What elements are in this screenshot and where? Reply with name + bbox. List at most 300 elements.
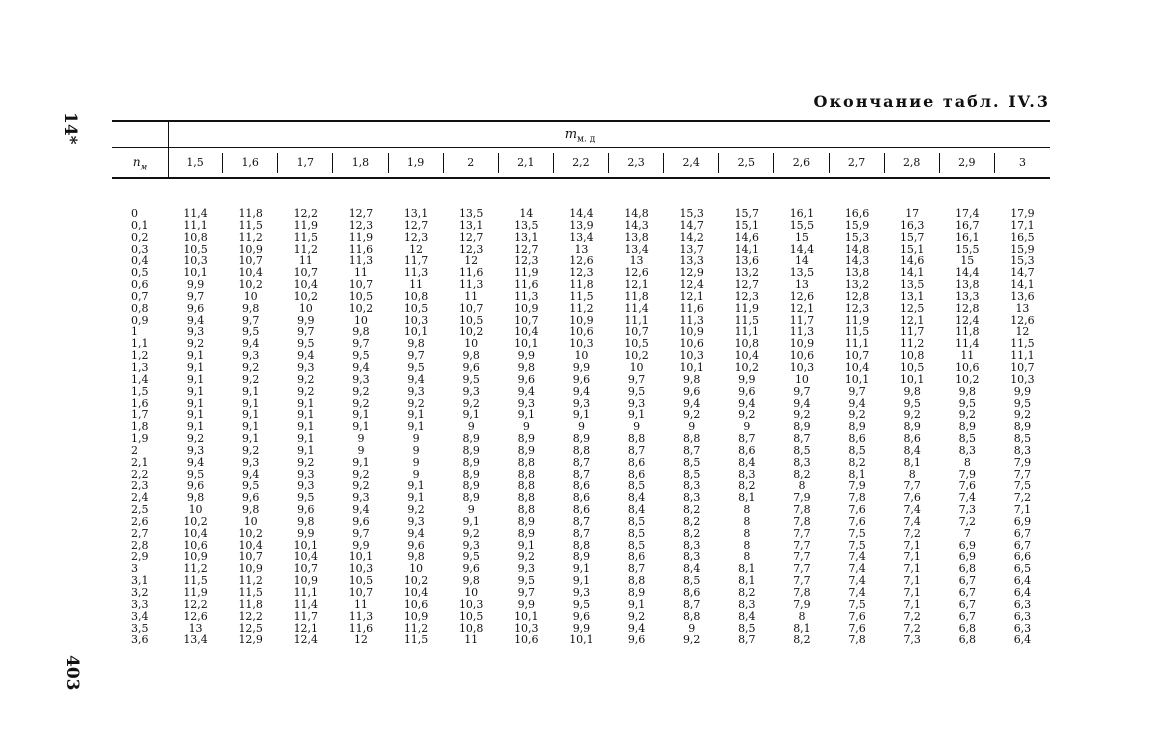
table-cell: 10,7 (293, 562, 319, 576)
table-cell: 12,1 (624, 278, 649, 292)
table-cell: 13,5 (514, 218, 539, 232)
table-cell: 8,1 (793, 621, 811, 635)
table-cell: 15,3 (844, 230, 870, 244)
m-value-header: 2,5 (719, 153, 774, 173)
table-cell: 13,5 (789, 266, 815, 280)
table-cell: 11,2 (403, 621, 429, 635)
table-cell: 9,8 (462, 574, 480, 588)
table-cell: 6,9 (1013, 514, 1032, 528)
table-cell: 10,5 (899, 360, 925, 374)
table-cell: 8,6 (627, 550, 646, 564)
table-cell: 16,6 (844, 207, 870, 220)
table-cell: 11,9 (844, 313, 870, 327)
table-cell: 11,8 (238, 207, 263, 220)
m-value-header: 3 (1018, 156, 1026, 169)
table-cell: 12,7 (514, 242, 539, 256)
table-cell: 10,6 (789, 349, 815, 363)
table-cell: 8,9 (517, 526, 536, 540)
table-cell: 7,5 (848, 597, 866, 611)
table-cell: 9,8 (297, 514, 315, 528)
table-cell: 10,3 (514, 621, 539, 635)
table-cell: 9 (467, 420, 475, 434)
table-cell: 7,1 (903, 597, 921, 611)
table-cell: 9,2 (407, 503, 425, 517)
row-n-value: 2,8 (131, 538, 149, 552)
table-cell: 9,3 (241, 455, 260, 469)
table-cell: 10,2 (624, 349, 649, 363)
table-cell: 8,7 (793, 432, 811, 446)
table-cell: 7,2 (1013, 491, 1032, 505)
table-cell: 9,2 (462, 526, 480, 540)
table-cell: 9,4 (572, 384, 591, 398)
table-cell: 7,5 (848, 526, 866, 540)
table-cell: 6,7 (958, 586, 977, 599)
row-n-value: 0,8 (131, 301, 149, 315)
table-cell: 14,7 (679, 218, 704, 232)
table-cell: 9,8 (517, 360, 536, 374)
table-cell: 9,3 (241, 349, 260, 363)
row-n-value: 2,4 (131, 491, 149, 505)
table-cell: 9,2 (462, 396, 480, 410)
table-cell: 12,6 (1010, 313, 1035, 327)
table-cell: 10,1 (514, 609, 539, 623)
table-cell: 9,1 (186, 408, 205, 422)
table-cell: 8,2 (682, 514, 701, 528)
table-cell: 10,1 (569, 633, 594, 647)
table-cell: 10,2 (238, 278, 263, 292)
table-cell: 7 (963, 526, 971, 540)
table-cell: 11 (960, 349, 975, 363)
table-cell: 9,3 (627, 396, 646, 410)
table-cell: 10 (243, 289, 258, 303)
table-cell: 9,9 (297, 313, 315, 327)
table-cell: 8,3 (738, 467, 756, 481)
table-cell: 11,5 (569, 289, 594, 303)
table-cell: 13,3 (679, 254, 704, 268)
table-row (112, 516, 1050, 528)
table-cell: 12,6 (789, 289, 815, 303)
table-cell: 8,5 (958, 432, 977, 446)
table-cell: 9,9 (572, 360, 591, 374)
table-cell: 8,8 (517, 491, 536, 505)
table-cell: 9,1 (186, 384, 205, 398)
table-cell: 9,4 (627, 621, 646, 635)
table-cell: 8,4 (903, 443, 921, 457)
table-cell: 8,9 (462, 479, 480, 493)
table-cell: 9,5 (241, 325, 260, 339)
table-cell: 9 (357, 432, 365, 446)
row-n-value: 0,5 (131, 266, 149, 280)
table-cell: 9,1 (462, 408, 480, 422)
table-cell: 11,3 (348, 609, 374, 623)
table-cell: 10,7 (458, 301, 484, 315)
m-value-header: 2,8 (885, 153, 940, 173)
table-cell: 10 (353, 313, 368, 327)
table-cell: 17,9 (1010, 207, 1035, 220)
table-cell: 13,4 (183, 633, 208, 647)
table-cell: 11,3 (789, 325, 815, 339)
row-n-value: 3,6 (131, 633, 149, 647)
table-cell: 9,7 (517, 586, 536, 599)
table-cell: 12,3 (348, 218, 374, 232)
n-symbol: n (132, 155, 141, 169)
table-cell: 10,7 (293, 266, 319, 280)
table-cell: 10,1 (293, 538, 319, 552)
table-cell: 9 (412, 432, 420, 446)
table-cell: 9,6 (297, 503, 315, 517)
table-cell: 9,9 (517, 349, 536, 363)
table-cell: 8 (743, 538, 751, 552)
table-cell: 10,2 (403, 574, 429, 588)
table-cell: 9,5 (297, 337, 315, 351)
table-cell: 16,3 (899, 218, 925, 232)
table-cell: 8,9 (462, 443, 480, 457)
table-cell: 10,8 (899, 349, 925, 363)
table-cell: 9,7 (352, 337, 370, 351)
table-cell: 9,3 (186, 443, 205, 457)
table-cell: 9 (688, 621, 696, 635)
table-cell: 9,8 (186, 491, 205, 505)
table-cell: 8,1 (848, 467, 866, 481)
table-cell: 9,3 (462, 384, 480, 398)
table-cell: 8,6 (848, 432, 866, 446)
table-cell: 9,1 (186, 360, 205, 374)
table-cell: 11,5 (844, 325, 870, 339)
table-cell: 11,7 (293, 609, 319, 623)
table-cell: 14,6 (899, 254, 925, 268)
table-cell: 9,3 (462, 538, 480, 552)
table-cell: 9,5 (297, 491, 315, 505)
table-cell: 10,8 (183, 230, 208, 244)
table-cell: 8,1 (738, 574, 756, 588)
m-subscript: м. д (577, 134, 596, 145)
table-cell: 8,7 (572, 455, 591, 469)
table-cell: 8,8 (682, 609, 701, 623)
table-cell: 9,5 (1013, 396, 1032, 410)
table-cell: 12,7 (458, 230, 484, 244)
table-cell: 11,7 (899, 325, 925, 339)
m-value-headers (168, 153, 1050, 173)
row-n-value: 1,6 (131, 396, 149, 410)
row-n-value: 3,5 (131, 621, 149, 635)
table-cell: 9,5 (627, 384, 646, 398)
table-cell: 8,3 (738, 597, 756, 611)
table-cell: 9,5 (462, 372, 480, 386)
table-cell: 13,7 (679, 242, 704, 256)
table-cell: 9,3 (517, 396, 536, 410)
table-cell: 11,2 (899, 337, 925, 351)
table-cell: 11 (464, 289, 479, 303)
table-cell: 8,6 (682, 586, 701, 599)
m-value-header: 2,3 (609, 153, 664, 173)
table-cell: 8,9 (517, 443, 536, 457)
table-cell: 10 (409, 562, 424, 576)
table-cell: 10,7 (238, 550, 263, 564)
table-cell: 9,2 (517, 550, 536, 564)
row-n-value: 1,1 (131, 337, 149, 351)
table-cell: 8,5 (627, 526, 646, 540)
table-cell: 7,1 (903, 562, 921, 576)
table-cell: 10,4 (293, 550, 319, 564)
table-cell: 7,1 (1013, 503, 1032, 517)
table-cell: 8 (743, 503, 751, 517)
table-cell: 9,6 (352, 514, 370, 528)
table-cell: 12,3 (844, 301, 870, 315)
row-n-value: 3,4 (131, 609, 149, 623)
table-cell: 9 (688, 420, 696, 434)
table-row (112, 599, 1050, 611)
table-cell: 9,7 (241, 313, 260, 327)
table-cell: 16,7 (955, 218, 980, 232)
table-cell: 6,8 (958, 633, 977, 647)
table-cell: 6,7 (1013, 538, 1032, 552)
table-cell: 8,7 (682, 443, 701, 457)
table-cell: 12,3 (403, 230, 429, 244)
table-cell: 9,5 (903, 396, 921, 410)
row-n-value: 0 (131, 207, 138, 220)
table-cell: 8,8 (627, 432, 646, 446)
row-n-value: 3,2 (131, 586, 149, 599)
table-cell: 13,4 (569, 230, 594, 244)
table-cell: 8,8 (517, 455, 536, 469)
table-cell: 6,7 (958, 609, 977, 623)
table-cell: 8,7 (738, 633, 756, 647)
table-cell: 7,6 (958, 479, 977, 493)
table-cell: 8,5 (682, 455, 701, 469)
table-cell: 10,9 (293, 574, 319, 588)
row-n-value: 1,9 (131, 432, 149, 446)
table-cell: 12,6 (183, 609, 208, 623)
table-cell: 9,3 (352, 372, 370, 386)
table-cell: 9,1 (297, 420, 315, 434)
table-cell: 10,9 (183, 550, 208, 564)
table-cell: 7,9 (1013, 455, 1032, 469)
table-cell: 9,4 (186, 455, 205, 469)
m-value-header: 2,4 (664, 153, 719, 173)
table-cell: 13,1 (514, 230, 539, 244)
table-cell: 8,2 (738, 586, 756, 599)
table-cell: 9,3 (407, 514, 425, 528)
table-cell: 15,9 (844, 218, 870, 232)
table-cell: 8,5 (738, 621, 756, 635)
table-cell: 8,2 (682, 526, 701, 540)
table-cell: 9,1 (517, 538, 536, 552)
table-cell: 9,7 (407, 349, 425, 363)
table-cell: 9,2 (352, 479, 370, 493)
table-header-rule (112, 147, 1050, 148)
table-cell: 12,7 (403, 218, 429, 232)
table-cell: 12,6 (624, 266, 649, 280)
table-cell: 12,2 (293, 207, 319, 220)
table-cell: 9,7 (848, 384, 866, 398)
table-cell: 13,4 (624, 242, 649, 256)
table-cell: 14,4 (569, 207, 594, 220)
table-cell: 9,2 (903, 408, 921, 422)
table-body (112, 208, 1050, 646)
table-cell: 9,3 (572, 396, 591, 410)
table-cell: 8,9 (462, 491, 480, 505)
table-cell: 11,6 (679, 301, 704, 315)
table-cell: 17 (905, 207, 920, 220)
table-cell: 11,1 (734, 325, 760, 339)
table-cell: 9,2 (682, 633, 701, 647)
table-cell: 9,4 (793, 396, 811, 410)
table-cell: 9,2 (352, 384, 370, 398)
row-n-value: 3,3 (131, 597, 149, 611)
m-value-header: 2,9 (940, 153, 995, 173)
table-cell: 15,3 (679, 207, 704, 220)
table-cell: 6,7 (958, 574, 977, 588)
table-row (112, 232, 1050, 244)
table-cell: 8,7 (572, 514, 591, 528)
table-cell: 9,1 (297, 408, 315, 422)
table-cell: 9,9 (186, 278, 205, 292)
table-cell: 11,2 (238, 230, 263, 244)
table-cell: 11,5 (183, 574, 208, 588)
table-cell: 10,7 (1010, 360, 1035, 374)
table-cell: 9,1 (572, 408, 591, 422)
table-cell: 8,4 (682, 562, 701, 576)
table-cell: 7,1 (903, 586, 921, 599)
table-cell: 8,6 (627, 467, 646, 481)
table-cell: 8,6 (572, 491, 591, 505)
table-cell: 10,4 (403, 586, 429, 599)
table-cell: 9,1 (517, 408, 536, 422)
table-cell: 9,5 (517, 574, 536, 588)
table-cell: 11,8 (238, 597, 263, 611)
row-n-value: 2,6 (131, 514, 149, 528)
table-cell: 8,5 (627, 479, 646, 493)
table-cell: 9,1 (241, 408, 260, 422)
table-cell: 15 (960, 254, 975, 268)
m-value-header: 1,9 (389, 153, 444, 173)
row-n-value: 0,9 (131, 313, 149, 327)
table-cell: 11,5 (734, 313, 760, 327)
table-cell: 7,7 (793, 526, 811, 540)
table-cell: 10,5 (348, 289, 374, 303)
table-cell: 9,2 (241, 372, 260, 386)
table-cell: 8,7 (572, 526, 591, 540)
table-cell: 9,1 (407, 479, 425, 493)
table-cell: 9,4 (407, 372, 425, 386)
table-cell: 8,4 (738, 455, 756, 469)
table-cell: 12,3 (514, 254, 539, 268)
table-cell: 15,7 (899, 230, 925, 244)
table-cell: 10,6 (183, 538, 208, 552)
table-cell: 11,9 (293, 218, 319, 232)
table-cell: 13 (1015, 301, 1030, 315)
table-cell: 7,5 (848, 538, 866, 552)
table-cell: 8,4 (738, 609, 756, 623)
table-cell: 15,7 (734, 207, 760, 220)
table-cell: 11,5 (293, 230, 319, 244)
n-subscript: м (140, 162, 148, 172)
table-cell: 10,5 (403, 301, 429, 315)
table-cell: 8 (963, 455, 971, 469)
table-cell: 11,4 (293, 597, 319, 611)
table-cell: 9,2 (958, 408, 977, 422)
table-cell: 7,8 (793, 586, 811, 599)
table-cell: 9,1 (186, 420, 205, 434)
row-n-value: 0,7 (131, 289, 149, 303)
table-cell: 10,5 (348, 574, 374, 588)
table-cell: 9,5 (186, 467, 205, 481)
table-cell: 10,1 (348, 550, 374, 564)
table-cell: 9,1 (241, 432, 260, 446)
table-cell: 8,3 (682, 491, 701, 505)
table-cell: 8 (908, 467, 916, 481)
table-cell: 9,1 (297, 432, 315, 446)
table-cell: 11,6 (514, 278, 539, 292)
table-cell: 13,2 (734, 266, 760, 280)
table-cell: 7,8 (793, 514, 811, 528)
table-cell: 11,4 (183, 207, 208, 220)
table-cell: 9,3 (186, 325, 205, 339)
table-cell: 10,3 (348, 562, 374, 576)
table-cell: 8,5 (627, 538, 646, 552)
table-cell: 11,6 (348, 242, 374, 256)
table-cell: 11,4 (624, 301, 649, 315)
table-cell: 12 (464, 254, 479, 268)
table-cell: 14,4 (789, 242, 815, 256)
table-cell: 12,1 (789, 301, 815, 315)
table-cell: 9,1 (297, 443, 315, 457)
table-cell: 9,7 (627, 372, 646, 386)
table-cell: 10,3 (679, 349, 704, 363)
table-cell: 10,2 (183, 514, 208, 528)
table-cell: 9,9 (297, 526, 315, 540)
table-cell: 12 (353, 633, 368, 647)
table-cell: 9,2 (1013, 408, 1032, 422)
table-cell: 9,8 (462, 349, 480, 363)
table-cell: 11,1 (624, 313, 649, 327)
table-cell: 9,2 (627, 609, 646, 623)
table-row (112, 634, 1050, 646)
table-cell: 8,9 (848, 420, 866, 434)
table-cell: 9,6 (682, 384, 701, 398)
table-cell: 9,8 (958, 384, 977, 398)
table-cell: 8,5 (1013, 432, 1032, 446)
table-cell: 9,4 (738, 396, 756, 410)
table-cell: 14,4 (955, 266, 980, 280)
table-cell: 6,4 (1013, 586, 1032, 599)
table-cell: 13,6 (734, 254, 760, 268)
table-cell: 6,7 (958, 597, 977, 611)
table-cell: 10,4 (734, 349, 760, 363)
table-cell: 13,1 (899, 289, 925, 303)
table-cell: 17,4 (955, 207, 980, 220)
table-cell: 8,2 (682, 503, 701, 517)
table-cell: 8,5 (682, 574, 701, 588)
m-value-header: 2,1 (499, 153, 554, 173)
table-cell: 9,6 (407, 538, 425, 552)
table-cell: 10 (464, 586, 479, 599)
table-cell: 8,3 (958, 443, 977, 457)
table-row (112, 457, 1050, 469)
row-n-value: 3,1 (131, 574, 149, 588)
table-cell: 11 (409, 278, 424, 292)
table-cell: 9,4 (241, 467, 260, 481)
table-cell: 9,1 (407, 420, 425, 434)
table-cell: 13,8 (844, 266, 870, 280)
row-n-value: 2,2 (131, 467, 149, 481)
table-row (112, 374, 1050, 386)
table-row (112, 291, 1050, 303)
table-cell: 9,1 (352, 420, 370, 434)
table-cell: 11,9 (734, 301, 760, 315)
table-cell: 8,6 (572, 479, 591, 493)
table-cell: 8 (798, 479, 806, 493)
